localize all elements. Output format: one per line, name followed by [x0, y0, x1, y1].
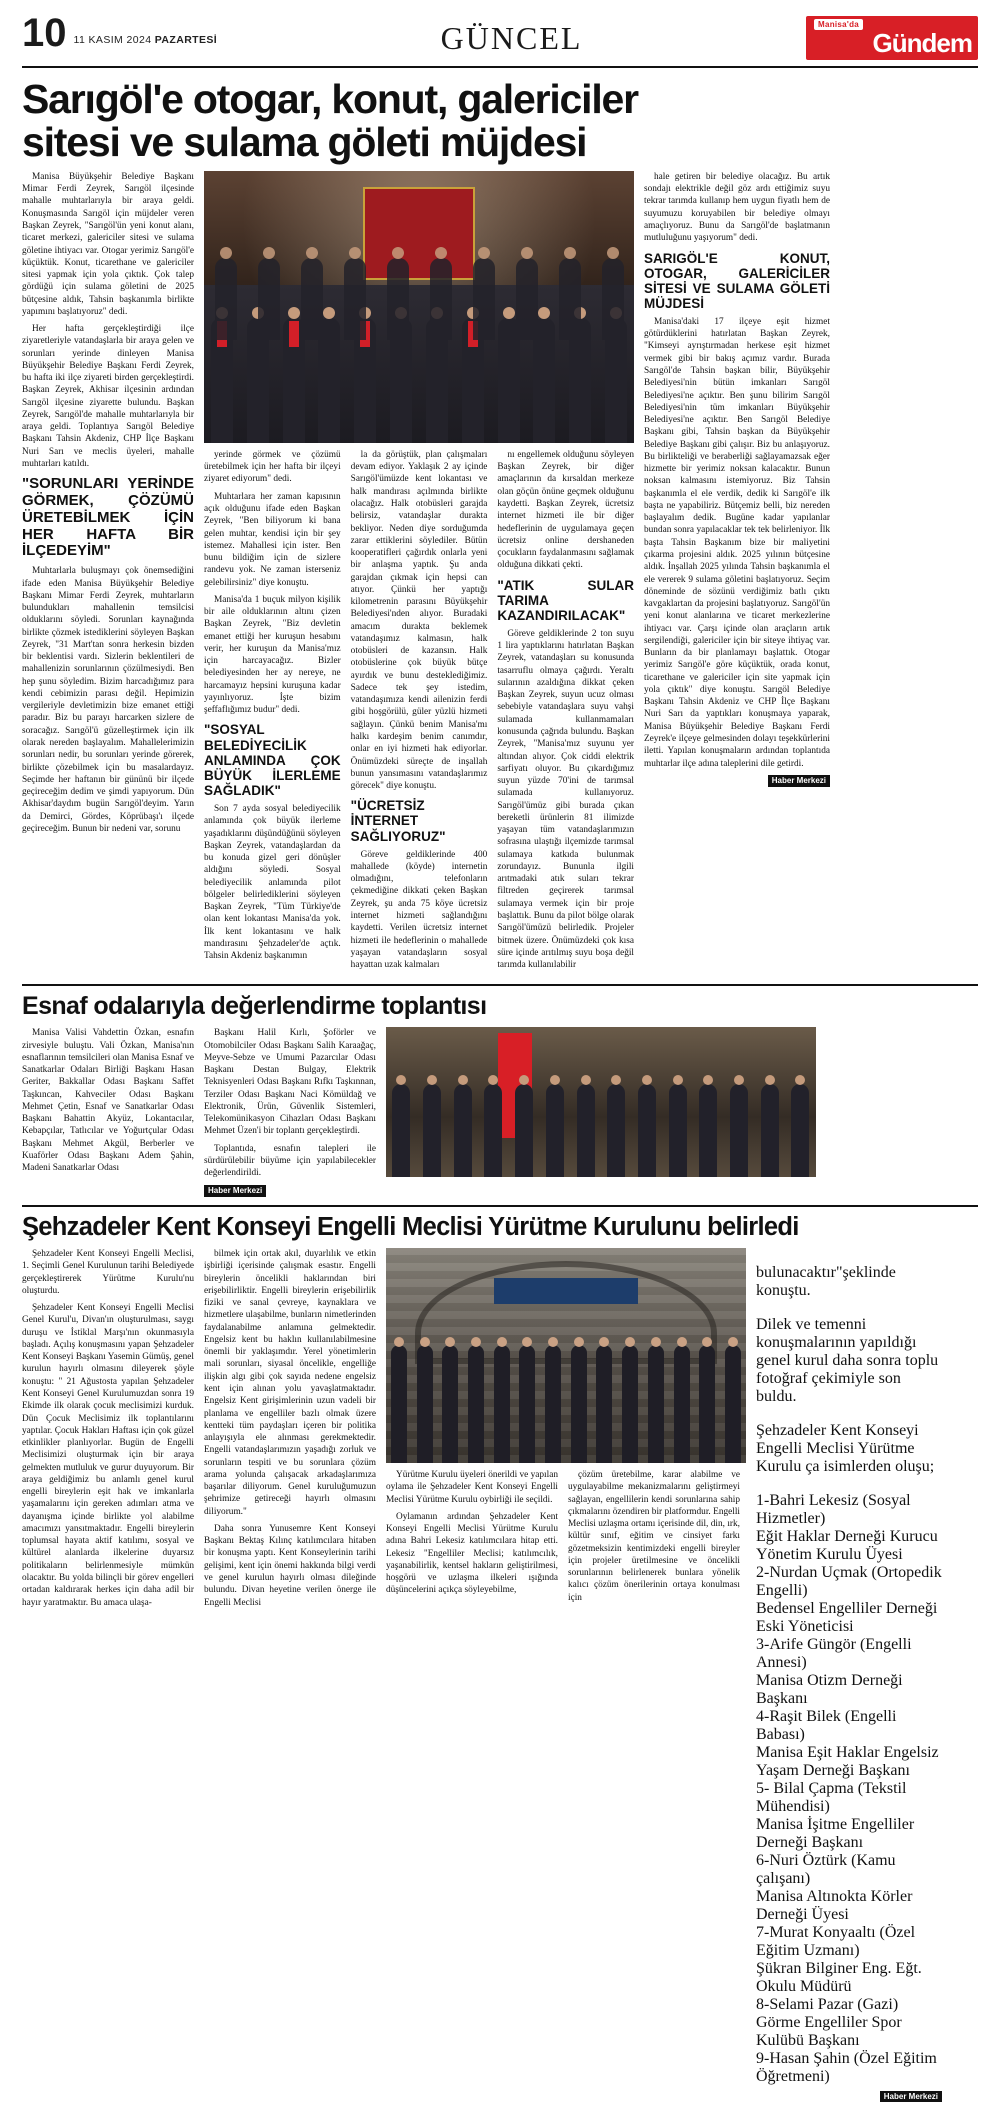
photo-person: [423, 1084, 441, 1177]
paragraph: Her hafta gerçekleştirdiği ilçe ziyaretleriyle vatandaşlarla bir araya gelen ve sorunları yerinde dinleyen Manisa Büyükşehir Belediye Başkanı Ferdi Zeyrek, bu hafta iki ilçe ziyareti birden gerçekleştirdi. Başkan Zeyrek, Akhisar ilçesinin ardından Sarıgöl ilçesine ziyarette bulundu. Başkan Zeyrek, Sarıgöl'de mahalle muhtarlarıyla bir araya geldi. Toplantıya Sarıgöl Belediye Başkanı Tahsin Akdeniz, CHP İlçe Başkanı Nuri Sarı ve meclis üyeleri, mahalle muhtarları katıldı.: [22, 324, 194, 470]
photo-person: [730, 1084, 748, 1177]
section-title: GÜNCEL: [440, 20, 583, 56]
photo-person: [392, 1084, 410, 1177]
lead-column-4: [497, 449, 634, 976]
member-item: Manisa İşitme Engelliler Derneği Başkanı: [756, 1816, 915, 1852]
section3-column-5: [756, 1248, 942, 2104]
lead-photo-block: [204, 171, 634, 976]
member-item: Manisa Altınokta Körler Derneği Üyesi: [756, 1888, 913, 1924]
photo-person: [344, 258, 366, 340]
member-item: Görme Engelliler Spor Kulübü Başkanı: [756, 2014, 902, 2050]
photo-person: [761, 1084, 779, 1177]
paragraph: Son 7 ayda sosyal belediyecilik anlamında çok büyük ilerleme yaşadıklarını düşündüğünü söyleyen Başkan Zeyrek, vatandaşlardan da bu konuda gizel geri dönüşler aldığını söyledi. Sosyal belediyecilik anlamında pilot bölgeler belirlediklerini söyleyen Başkan Zeyrek, "Tüm Türkiye'de olan kent lokantası Manisa'da yok. İlk kent lokantasını ve halk mandırasını Şehzadeler'de açtık. Tahsin Akdeniz başkanımın: [204, 804, 341, 962]
date-text: 11 KASIM 2024: [73, 34, 152, 46]
photo-person: [417, 1345, 433, 1463]
member-item: 2-Nurdan Uçmak (Ortopedik Engelli): [756, 1564, 942, 1600]
photo-person: [519, 1345, 535, 1463]
paragraph: nı engellemek olduğunu söyleyen Başkan Zeyrek, bir diğer amaçlarının da kırsaldan merkeze olan göçün önüne geçmek olduğunu kaydetti. Başkan Zeyrek, ücretsiz internet hizmeti ile bir diğer hedeflerinin de uygulamaya geçen ücretsiz online dershaneden çocukların faydalanmasını sağlamak olduğuna dikkati çekti.: [497, 449, 635, 571]
photo-people-back: [204, 258, 634, 340]
lead-subhead-4: "ATIK SULAR TARIMA KAZANDIRILACAK": [497, 577, 635, 623]
photo-person: [258, 258, 280, 340]
newspaper-logo: [806, 16, 978, 60]
section3-column-4: [568, 1469, 740, 1609]
section3-body: [22, 1248, 978, 2104]
lead-subhead-2: "SOSYAL BELEDİYECİLİK ANLAMINDA ÇOK BÜYÜK İLERLEME SAĞLADIK": [204, 722, 341, 798]
lead-column-2: [204, 449, 341, 976]
lead-article: [22, 171, 978, 976]
paragraph: Dilek ve temenni konuşmalarının yapıldığı genel kurul daha sonra toplu fotoğraf çekimiyle son buldu.: [756, 1316, 939, 1406]
photo-person: [484, 1084, 502, 1177]
paragraph: Oylamanın ardından Şehzadeler Kent Konseyi Engelli Meclisi Yürütme Kurulu adına Bahri Lekesiz katılımcılara hitap etti. Lekesiz "Engelliler Meclisi; katılımcılık, yaşanabilirlik, kentsel hakların geliştirilmesi, hoşgörü ve uzlaşma ilkeleri ışığında düşüncelerini açıkça söyleyebilme,: [386, 1511, 558, 1596]
paragraph: bilmek için ortak akıl, duyarlılık ve etkin işbirliği içerisinde çalışmak esastır. Engelli bireylerin öncelikli haklarından biri erişebilirliktir. Engelli bireylerin erişebilirlik fiziki ve sanal çevreye, kaynaklara ve hizmetlere ulaşabilme, bunların nimetlerinden faydalanabilme anlamına gelmektedir. Engelsiz kent bu haklın kullanılabilmesine önemli bir yaklaşımdır. Yerel yönetimlerin mali sorunları, siyasal öncelikle, engelliğe ilişkin algı gibi çok sayıda nedene engelsiz kent için alınan yolu yavaşlatmaktadır. Engelsiz Kent girişimlerinin uzun vadeli bir planlama ve engelliler bazlı olmak üzere kentteki tüm paydaşları içeren bir politika anlayışıyla ele alınması gerekmektedir. Engelli vatandaşlarımızın yaşadığı zorluk ve sorunların tespiti ve bu sorunlara çözüm arama yolunda çalışacak arkadaşlarımıza başarılar diliyorum. Genel kuruluğumuzun şehrimize getireceği hayırlı olmasını diliyorum.": [204, 1249, 376, 1517]
paragraph: Manisa'daki 17 ilçeye eşit hizmet götürdüklerini hatırlatan Başkan Zeyrek, "Kimseyi ayrıştırmadan herkese eşit hizmet vermek gibi bir bakış açımız vardır. Burada Sarıgöl'de Tahsin başkan bilir, Büyükşehir Belediyesi'nin bütün imkanları Sarıgöl Belediyesi'ne açıktır. Ben şunu bilirim Sarıgöl Belediyesi'nin tüm imkanları Büyükşehir Belediyesi'ne açıktır. Ben Sarıgöl Belediye Başkanı gibi, Tahsin başkan da Büyükşehir Belediye Başkanı gibi çalışır. Biz bu anlaşıyoruz. Bu birlikteliği ve beraberliği sağlayamazsak eğer hizmette bir yerimiz noksan kalacaktır. Bunun noksan kalmasını istemiyoruz. Biz Tahsin başkanımla el ele verdik, dedik ki Sarıgöl'e ilk başta ne yapabiliriz. Bütçemiz belli, biz nereden başlayalım dedik. Bugüne kadar yapılanlar bundan sonra yapılacaklar tek tek belirleniyor. İlk başta Tahsin Başkanım bize bir maliyetini çıkarma projesini aldık. 2025 yılının bütçesine aldık. İnşallah 2025 yılında Tahsin başkanımla el ele vererek 9 sulama göletini başlatıyoruz. Seçim döneminde de sözünü verdiğimiz batlı çıktı kavgaklartan da projesini başlatıyoruz. Sarıgöl'ün yeni konut alanlarına ve ticaret merkezlerine ihtiyacı var. Çarşı içinde olan araçların artık sergilendiği, galericiler için bir siteye ihtiyaç var. Bunların da bir planlamayı başlattık. Otogar yerimiz Sarıgöl'e göre küçüktük, orada konut, ticarethane ve galericiler için site yapmak için yola çıktık" diye konuştu. Sarıgöl Belediye Başkanı Tahsin Akdeniz ve CHP İlçe Başkanı Nuri Sarı da yaptıkları konuşmaya yaparak, Manisa Büyükşehir Belediye Başkanı Ferdi Zeyrek'e ilçeye gelmesinden dolayı teşekkürlerini iletti. Yapılan konuşmaların ardından toplantıda muhtarlar ilçe adına taleplerini dile getirdi.: [644, 316, 830, 769]
lead-subhead-1: "SORUNLARI YERİNDE GÖRMEK, ÇÖZÜMÜ ÜRETEBİLMEK İÇİN HER HAFTA BİR İLÇEDEYİM": [22, 475, 194, 560]
photo-person: [725, 1345, 741, 1463]
photo-person: [468, 1345, 484, 1463]
photo-person: [577, 1084, 595, 1177]
section2-title: Esnaf odalarıyla değerlendirme toplantısı: [22, 992, 487, 1021]
section2-body: [22, 1027, 978, 1197]
paragraph: Şehzadeler Kent Konseyi Engelli Meclisi, 1. Seçimli Genel Kurulunun tarihi Belediyede gerçekleştirerek Yürütme Kurulu'nu oluşturdu.: [22, 1249, 194, 1296]
photo-person: [596, 1345, 612, 1463]
paragraph: Göreve geldiklerinde 2 ton suyu 1 lira yaptıklarını hatırlatan Başkan Zeyrek, vatandaşları su konusunda tasarruflu olmaya çağırdı. Yeraltı sularının azaldığına dikkat çeken Başkan Zeyrek, suyun ucuz olması sebebiyle vatandaşlara suyu vahşi sulamada kullanmamaları konusunda çağrıda bulundu. Başkan Zeyrek, "Manisa'mız suyunu yer altından alıyor. Çok ciddi elektrik sarfiyatı oluyor. Bu çıkardığımız suyun yüzde 70'ini de tarımsal sulamada kullanıyoruz. Sarıgöl'ümüz gibi burada çıkan bereketli ürünlerin 81 ilimizde yaşayan tüm vatandaşlarımızın sofrasına ulaştığı ilçemizde tarımsal sulamaya katkıda bulunmak zorundayız. Bununla ilgili arıtmadaki atık suları tekrar filtreden geçirerek tarımsal sulamaya vermek için bir proje başlattık. Bunu da pilot bölge olarak Sarıgöl'ümüzü belirledik. Projeler bitmek üzere. Önümüzdeki çok kısa süre içinde arıtılmış suyu boşa değil tarımda kullanılabilir: [497, 628, 635, 971]
member-item: Manisa Otizm Derneği Başkanı: [756, 1672, 903, 1708]
photo-person: [546, 1084, 564, 1177]
paragraph: Toplantıda, esnafın talepleri ile sürdürülebilir büyüme için yapılabilecekler değerlendirildi.: [204, 1143, 376, 1179]
member-item: 4-Raşit Bilek (Engelli Babası): [756, 1708, 897, 1744]
dateline: [74, 34, 218, 46]
photo-person: [515, 1084, 533, 1177]
member-item: 7-Murat Konyaaltı (Özel Eğitim Uzmanı): [756, 1924, 916, 1960]
section2-column-1: [22, 1027, 194, 1197]
member-item: Eğit Haklar Derneği Kurucu Yönetim Kurulu Üyesi: [756, 1528, 938, 1564]
paragraph: bulunacaktır"şeklinde konuştu.: [756, 1264, 896, 1300]
lead-subhead-3: "ÜCRETSİZ İNTERNET SAĞLIYORUZ": [350, 798, 446, 844]
headline-line-1: Sarıgöl'e otogar, konut, galericiler: [22, 76, 638, 122]
paragraph: Yürütme Kurulu üyeleri önerildi ve yapılan oylama ile Şehzadeler Kent Konseyi Engelli Meclisi Yürütme Kurulu oybirliği ile seçildi.: [386, 1470, 558, 1505]
paragraph: Muhtarlarla buluşmayı çok önemsediğini ifade eden Manisa Büyükşehir Belediye Başkanı Mimar Ferdi Zeyrek, muhtarların bulundukları mahallenin temsilcisi olduklarını söyledi. Sorunları kaynağında birlikte çözmek istediklerini söyleyen Başkan Zeyrek, "31 Mart'tan sonra herkesin bizden bir beklentisi vardı. Sizlerin beklentileri de mahallenizin sorunlarının çözülmesiydi. Ben hep şunu söyledim. Bizim harcadığımız para kendi cebimizin parası değil. Hepimizin vergileriyle devletimizin bize emanet ettiği paradır. Biz bu parayı harcarken sizlere de soracağız. Sarıgöl'ü güzelleştirmek için ilk olarak nereden başlayalım. Mahallelerimizin sorunları nedir, bu sorunları yerinde görerek, birlikte çözebilmek için bu masalardayız. Seçimde her haftanın bir gününü bir ilçede geçireceğim dedim ve şimdi yapıyorum. Dün Akhisar'daydım bugün Sarıgöl'deyim. Yarın da Demirci, Gördes, Köprübaşı'ı ilçede geçireceğim. Bunun bir nedeni var, sorunu: [22, 566, 194, 834]
section3-photo-columns: [386, 1469, 746, 1609]
photo-person: [674, 1345, 690, 1463]
photo-person: [215, 258, 237, 340]
lead-photo-columns: [204, 449, 634, 976]
section3-divider-top: [22, 1205, 978, 1207]
lead-column-5: [644, 171, 830, 976]
photo-person: [516, 258, 538, 340]
section3-middle: [386, 1248, 746, 2104]
logo-kicker: Manisa'da: [814, 19, 863, 30]
section3-column-2: [204, 1248, 376, 2104]
member-item: Şükran Bilginer Eng. Eğt. Okulu Müdürü: [756, 1960, 922, 1996]
photo-person: [454, 1084, 472, 1177]
paragraph: Manisa Valisi Vahdettin Özkan, esnafın zirvesiyle buluştu. Vali Özkan, Manisa'nın esnaflarının temsilcileri olan Manisa Esnaf ve Sanatkarlar Odaları Birliği Başkanı Hasan Geriter, Bakkallar Odası Başkanı Saffet Taşkıncan, Kahveciler Odası Başkanı Mehmet Çetin, Esnaf ve Sanatkarlar Odası Başkanı Bahattin Akyüz, Lokantacılar, Kebapçılar, Tatlıcılar ve Yoğurtçular Odası Başkanı Mehmet Akgül, Berberler ve Kuaförler Odası Başkanı Adem Şahin, Madeni Sanatkarlar Odası: [22, 1028, 194, 1174]
paragraph: Daha sonra Yunusemre Kent Konseyi Başkanı Bektaş Kılınç katılımcılara hitaben bir konuşma yaptı. Kent Konseylerinin tarihi gelişimi, kent için önemi hakkında bilgi verdi ve genel kurulun hayırlı olması dileğinde bulundu. Divan heyetine verilen önerge ile Engelli Meclisi: [204, 1523, 376, 1608]
byline-badge: Haber Merkezi: [880, 2091, 942, 2102]
photo-person: [607, 1084, 625, 1177]
member-item: Manisa Eşit Haklar Engelsiz Yaşam Derneği Başkanı: [756, 1744, 939, 1780]
section3-column-3: [386, 1469, 558, 1609]
section3-photo: [386, 1248, 746, 1463]
photo-person: [699, 1345, 715, 1463]
masthead-divider: [22, 66, 978, 68]
paragraph: çözüm üretebilme, karar alabilme ve uygulayabilme mekanizmalarını geliştirmeyi sağlayan, engellilerin kendi sorunlarına sahip çıkmalarını özendiren bir platformdur. Engelli Meclisi uzlaşma ortamı içerisinde dil, din, ırk, kültür sınıf, eğitim ve cinsiyet farkı gözetmeksizin kentimizdeki engelli bireyler için projeler üretilmesine ve öncelikli sorunlarının belirlenerek bunlara yönelik kalıcı çözüm önerilerinin ortaya konulması için: [568, 1470, 740, 1603]
paragraph: Manisa'da 1 buçuk milyon kişilik bir aile olduklarının altını çizen Başkan Zeyrek, "Biz devletin emanet ettiği her kuruşun hesabını verir, her kuruşun da Manisa'mız için harcayacağız. Bizler belediyesinden her ay nereye, ne harcamayız hepsini kuruşuna kadar yayınlıyoruz. İşte bizim şeffaflığımız budur" dedi.: [204, 594, 341, 716]
paragraph: yerinde görmek ve çözümü üretebilmek için her hafta bir ilçeyi ziyaret ediyorum" dedi.: [204, 449, 341, 485]
photo-person: [791, 1084, 809, 1177]
paragraph: Şehzadeler Kent Konseyi Engelli Meclisi Genel Kurul'u, Divan'ın oluşturulması, saygı duruşu ve İstiklal Marşı'nın okunmasıyla başladı. Açılış konuşmasını yapan Şehzadeler Kent Konseyi Başkanı Yasemin Gümüş, genel kurulun hayırlı olmasını dileyerek şöyle konuştu: " 21 Ağustosta yapılan Şehzadeler Kent Konseyi Genel Kurulumuzdan sonra 19 Ekimde ilk olarak çocuk meclisimizi kurduk. Dün Çocuk Meclisimiz ilk toplantılarını yaptılar. Çocuk Hakları Haftası için çok güzel etkinlikler planlıyorlar. Bugün de Engelli Meclisimizi oluşturmak için bir araya gelmekten mutluluk ve gurur duyuyorum. Bir araya geldiğimiz bu anlamlı genel kurul engelli bireylerin eşit hak ve imkanlarla yaşamalarını için gereken adımları atma ve dayanışma içinde birlikte yol alabilme amacımızı yansıtmaktadır. Engelli bireylerin toplumsal hayata aktif katılımı, sosyal ve kültürel alanlarda ilkelerine duyarsız politikaların belirlenmesiyle mümkün olacaktır. Bu yolda bilinçli bir görev engelleri ortadan kaldırarak herkes için daha adil bir hayır yaratmaktır. Bu amaca ulaşa-: [22, 1303, 194, 1608]
paragraph: Şehzadeler Kent Konseyi Engelli Meclisi Yürütme Kurulu ça isimlerden oluşu;: [756, 1422, 935, 1476]
member-item: 5- Bilal Çapma (Tekstil Mühendisi): [756, 1780, 907, 1816]
lead-subhead-5: SARIGÖL'E KONUT, OTOGAR, GALERİCİLER SİTESİ VE SULAMA GÖLETİ MÜJDESİ: [644, 250, 830, 311]
section2-column-2: [204, 1027, 376, 1197]
lead-column-1: [22, 171, 194, 976]
section3-title: Şehzadeler Kent Konseyi Engelli Meclisi Yürütme Kurulunu belirledi: [22, 1213, 799, 1242]
photo-person: [622, 1345, 638, 1463]
lead-column-3: [351, 449, 488, 976]
member-item: 1-Bahri Lekesiz (Sosyal Hizmetler): [756, 1492, 911, 1528]
photo-person: [602, 258, 624, 340]
member-item: 9-Hasan Şahin (Özel Eğitim Öğretmeni): [756, 2050, 937, 2086]
photo-person: [301, 258, 323, 340]
page-number: 10: [22, 11, 67, 55]
member-item: 6-Nuri Öztürk (Kamu çalışanı): [756, 1852, 896, 1888]
member-item: 3-Arife Güngör (Engelli Annesi): [756, 1636, 912, 1672]
photo-person: [391, 1345, 407, 1463]
photo-person: [648, 1345, 664, 1463]
paragraph: hale getiren bir belediye olacağız. Bu artık sondajı elektrikle değil göz ardı ettiğimiz suyu tekrar tarımda kullanıp hem uygun fiyatlı hem de suyumuzu koruyabilen bir belediye olmayı amaçlıyoruz. Bunu da Sarıgöl'de başlatmanın mutluluğunu yaşıyorum" dedi.: [644, 171, 830, 244]
member-item: 8-Selami Pazar (Gazi): [756, 1996, 899, 2014]
photo-person: [387, 258, 409, 340]
paragraph: Göreve geldiklerinde 400 mahallede (köyde) internetin olmadığını, telefonların çekmediğine dikkati çeken Başkan Zeyrek, şu anda 75 köye ücretsiz internet hizmeti sağlandığını kaydetti. Verilen ücretsiz internet hizmeti ile hedeflerinin o mahallede yaşayan vatandaşların sosyal hayattan uzak kalmaları: [350, 849, 488, 971]
photo-signboard: [494, 1278, 638, 1304]
section3-column-1: [22, 1248, 194, 2104]
lead-photo: [204, 171, 634, 443]
paragraph: Muhtarlara her zaman kapısının açık olduğunu ifade eden Başkan Zeyrek, "Ben biliyorum ki bana gelen muhtar, kendisi için bir şey istemez. Mahallesi için ister. Ben bunu bildiğim için de sizlere randevu yok. Ne zaman isterseniz gelebilirsiniz" diye konuştu.: [204, 491, 341, 588]
photo-people: [386, 1084, 816, 1177]
section2-divider-top: [22, 984, 978, 986]
masthead: [22, 0, 978, 62]
photo-person: [430, 258, 452, 340]
lead-headline: [22, 78, 978, 165]
photo-person: [494, 1345, 510, 1463]
photo-person: [442, 1345, 458, 1463]
member-item: Bedensel Engelliler Derneği Eski Yöneticisi: [756, 1600, 938, 1636]
byline-badge: Haber Merkezi: [204, 1185, 266, 1198]
logo-name: Gündem: [872, 28, 972, 58]
headline-line-2: sitesi ve sulama göleti müjdesi: [22, 119, 587, 166]
section2-photo: [386, 1027, 816, 1177]
paragraph: Başkanı Halil Kırlı, Şoförler ve Otomobilciler Odası Başkanı Salih Karaağaç, Meyve-Sebze ve Umumi Pazarcılar Odası Başkanı Destan Bulgay, Elektrik Teknisyenleri Odası Başkanı Rıfkı Taşkınnan, Terziler Odası Başkanı Naci Kömüldağ ve Elektronik, Ürün, Güvenlik Sistemleri, Telekomünikasyon Cihazları Odası Başkanı Mehmet Üzen'i bir toplantı gerçekleştirdi.: [204, 1028, 376, 1137]
photo-people: [386, 1345, 746, 1463]
photo-person: [559, 258, 581, 340]
photo-person: [545, 1345, 561, 1463]
photo-person: [638, 1084, 656, 1177]
photo-person: [669, 1084, 687, 1177]
photo-person: [571, 1345, 587, 1463]
photo-person: [473, 258, 495, 340]
weekday-text: PAZARTESİ: [154, 34, 218, 46]
photo-person: [699, 1084, 717, 1177]
paragraph: la da görüştük, plan çalışmaları devam ediyor. Yaklaşık 2 ay içinde Sarıgöl'ümüzde kent lokantası ve halk mandırası açılmında birlikte olacağız. Halk otobüsleri garajda belirsiz, vatandaşlar durakta bekliyor. Neden diye sorduğumda zarar ettiklerini söylediler. Bütün kooperatifleri çağırdık onlarla yeni bir anlaşma yaptık. Şu anda garajdan çıkmak için hepsi can atıyor. Çünkü her yaptığı kilometrenin parasını Büyükşehir Belediyesi'nden alıyor. Buradaki amacım durakta beklemek vatandaşımız kalmasın, halk otobüsleri de kazansın. Halk otobüslerine çok büyük bütçe ayırdık ve bunu desteklediğimiz. Sadece tek şey istedim, vatandaşımıza kendi ailenizin ferdi gibi hoşgörülü, güler yüzlü hizmeti sağlayın. Çünkü benim Manisa'mı halkı kardeşim benim canımdır, onlar en iyi hizmeti hak ediyorlar. Önümüzdeki süreçte de inşallah bunun yansımasını vatandaşlarımız görecek" diye konuştu.: [350, 449, 488, 792]
paragraph: Manisa Büyükşehir Belediye Başkanı Mimar Ferdi Zeyrek, Sarıgöl ilçesinde mahalle muhtarlarıyla bir araya geldi. Konuşmasında Sarıgöl için müjdeler veren Başkan Zeyrek, "Sarıgöl'ün yeni konut alanı, ticaret merkezi, galericiler sitesi ve sulama göletine ihtiyacı var. Otogar yerimiz Sarıgöl'e küçüktük. Konut, ticarethane ve galericiler sitesi yapmak için yola çıktık. Çok talep gördüğü için sulama göletini de 2025 bütçesine aldık, Tahsin başkanımla birlikte yapımını başlatıyoruz" dedi.: [22, 171, 194, 317]
byline-badge: Haber Merkezi: [768, 775, 830, 788]
